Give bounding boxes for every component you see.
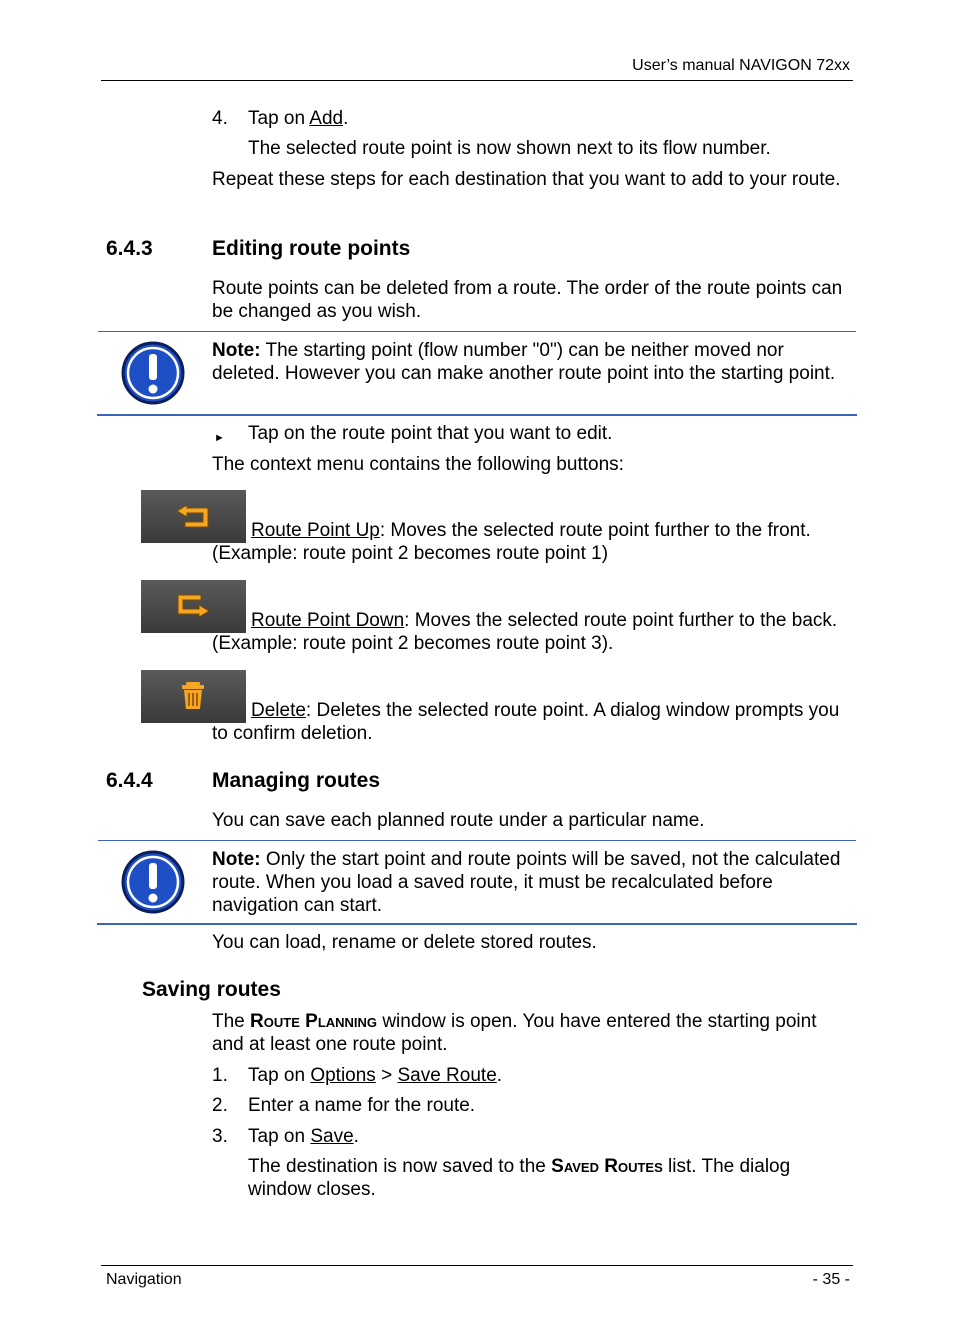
section-body: Route points can be deleted from a route. The order of the route points can be changed as you wish.	[212, 278, 843, 322]
step-number: 3.	[212, 1126, 228, 1147]
exclamation-icon	[121, 850, 185, 914]
window-name: Route Planning	[250, 1011, 378, 1032]
section-number: 6.4.4	[106, 769, 153, 792]
step-number: 2.	[212, 1095, 228, 1116]
route-point-down-description: Route Point Down: Moves the selected route point further to the back. (Example: route point 2 becomes route point 3).	[212, 610, 838, 654]
repeat-paragraph: Repeat these steps for each destination that you want to add to your route.	[212, 169, 841, 190]
context-menu-intro: The context menu contains the following buttons:	[212, 454, 624, 475]
save-link[interactable]: Save	[310, 1126, 354, 1147]
section-heading-6-4-3	[106, 236, 706, 262]
step-number: 1.	[212, 1065, 228, 1086]
note-bottom-rule	[97, 923, 857, 925]
section-title: Editing route points	[212, 237, 411, 260]
section-body: You can save each planned route under a particular name.	[212, 810, 705, 831]
section-heading-6-4-4	[106, 768, 706, 794]
note-top-rule	[98, 331, 856, 332]
delete-link[interactable]: Delete	[251, 700, 306, 721]
route-point-down-icon	[171, 589, 215, 623]
saving-intro: The Route Planning window is open. You have entered the starting point and at least one route point.	[212, 1011, 817, 1055]
bullet-arrow-icon: ►	[214, 432, 225, 444]
trash-icon	[171, 679, 215, 713]
save-route-link[interactable]: Save Route	[397, 1065, 497, 1086]
section-number: 6.4.3	[106, 237, 153, 260]
step-3: Tap on Save.	[248, 1126, 359, 1147]
step-2: Enter a name for the route.	[248, 1095, 476, 1116]
footer-chapter: Navigation	[106, 1271, 182, 1288]
route-point-up-link[interactable]: Route Point Up	[251, 520, 380, 541]
route-point-up-icon	[171, 499, 215, 533]
route-point-up-description: Route Point Up: Moves the selected route point further to the front. (Example: route point 2 becomes route point 1)	[212, 520, 811, 564]
options-link[interactable]: Options	[310, 1065, 376, 1086]
subsection-title: Saving routes	[142, 978, 281, 1001]
note-top-rule	[98, 840, 856, 841]
header-rule	[101, 80, 853, 81]
add-link[interactable]: Add	[309, 108, 344, 129]
note-text: Note: The starting point (flow number "0") can be neither moved nor deleted. However you can make another route point into the starting point.	[212, 340, 836, 384]
page-number: - 35 -	[812, 1271, 850, 1288]
route-point-down-link[interactable]: Route Point Down	[251, 610, 405, 631]
footer-rule	[101, 1265, 853, 1266]
bullet-item: Tap on the route point that you want to edit.	[248, 423, 613, 444]
exclamation-icon	[121, 341, 185, 405]
list-name: Saved Routes	[551, 1156, 663, 1177]
step-3-result: The destination is now saved to the Saved Routes list. The dialog window closes.	[248, 1156, 791, 1200]
load-rename-delete-text: You can load, rename or delete stored routes.	[212, 932, 597, 953]
step-4-result: The selected route point is now shown next to its flow number.	[248, 138, 771, 159]
step-1: Tap on Options > Save Route.	[248, 1065, 503, 1086]
step-4: Tap on Add.	[248, 108, 349, 129]
running-header: User’s manual NAVIGON 72xx	[632, 57, 850, 74]
step-number: 4.	[212, 108, 228, 129]
section-title: Managing routes	[212, 769, 381, 792]
note-bottom-rule	[97, 414, 857, 416]
delete-description: Delete: Deletes the selected route point. A dialog window prompts you to confirm deletion.	[212, 700, 840, 744]
note-text: Note: Only the start point and route points will be saved, not the calculated route. When you load a saved route, it must be recalculated before navigation can start.	[212, 849, 841, 916]
